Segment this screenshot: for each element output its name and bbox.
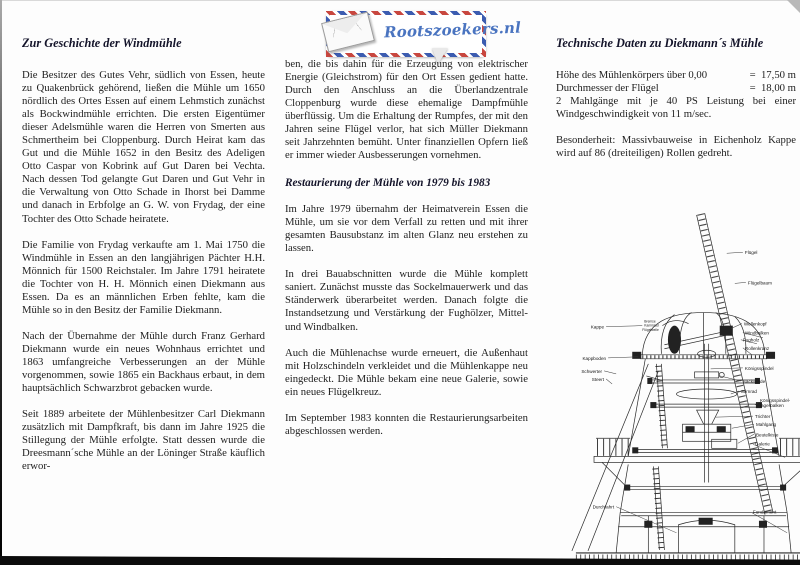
windmill-diagram	[557, 213, 800, 565]
history-heading: Zur Geschichte der Windmühle	[22, 36, 182, 50]
diagram-label: Galerie	[754, 441, 770, 447]
diagram-label: Steert	[591, 376, 605, 382]
besonderheit-paragraph: Besonderheit: Massivbauweise in Eichenholz Kappe wird auf 86 (dreiteiligen) Rollen gedreht.	[556, 134, 796, 160]
diagram-label: Kappe	[590, 324, 605, 330]
spec-value: = 17,50 m	[749, 69, 796, 81]
diagram-label: Mahlgang	[755, 422, 777, 428]
spec-row-diameter	[556, 82, 796, 95]
diagram-label: Flügelwelle	[642, 328, 659, 333]
diagram-label: Königsspindel	[744, 365, 774, 371]
diagram-label: Fundament	[752, 509, 777, 515]
spec-value: = 18,00 m	[749, 82, 796, 95]
restoration-paragraph: Auch die Mühlenachse wurde erneuert, die Außenhaut mit Holzschindeln verkleidet und die Mühlenkappe neu eingedeckt. Die Mühle bekam eine neue Galerie, sowie ein neues Flügelkreuz.	[285, 346, 528, 398]
technical-data-heading: Technische Daten zu Diekmann´s Mühle	[556, 36, 764, 50]
history-paragraph: Die Familie von Frydag verkaufte am 1. Mai 1750 die Windmühle in Essen an den langjährigen Pächter H.H. Mönnich für 1500 Reichstaler. Im Jahre 1791 heiratete die Tochter von H. H. Mönnich einen Diekmann aus Essen. Da es an männlichen Erben fehlte, kam die Mühle so in den Besitz der Familie Diekmann.	[22, 238, 265, 316]
spec-note: 2 Mahlgänge mit je 40 PS Leistung bei einer Windgeschwindigkeit von 11 m/sec.	[556, 95, 796, 121]
diagram-label: Rollenkranz	[744, 345, 770, 351]
diagram-label: Trichter	[754, 414, 771, 420]
spec-label: Durchmesser der Flügel	[556, 82, 659, 95]
rootszoekers-logo	[326, 11, 522, 57]
diagram-label: Flügel	[744, 250, 758, 256]
diagram-label: Durchfahrt	[592, 504, 615, 510]
history-column	[22, 36, 265, 486]
restoration-paragraph: Im Jahre 1979 übernahm der Heimatverein Essen die Mühle, um sie vor dem Verfall zu retten und mit ihrer gesamten Bausubstanz im alten Glanz neu erstehen zu lassen.	[285, 203, 528, 255]
scan-edge-top	[0, 0, 800, 1]
windmill-drawing	[557, 213, 800, 565]
scan-edge-left	[0, 0, 2, 565]
restoration-heading: Restaurierung der Mühle von 1979 bis 1983	[285, 177, 491, 190]
diagram-label: Kappboden	[582, 355, 607, 361]
diagram-label: Schwerter	[581, 368, 603, 374]
sail	[697, 213, 773, 515]
diagram-label: Flügelbaum	[747, 280, 772, 286]
spec-row-height	[556, 69, 796, 82]
envelope-icon	[321, 12, 375, 53]
diagram-label: Fugholz	[742, 337, 760, 343]
restoration-column	[285, 58, 528, 451]
diagram-label: Wellenkopf	[743, 321, 767, 327]
diagram-label: Stirnrad	[740, 389, 757, 395]
history-paragraph-continued: ben, die bis dahin für die Erzeugung von elektrischer Energie (Gleichstrom) für den Ort Essen gedient hatte. Durch den Anschluss an die Überlandzentrale Cloppenburg wurde diese ehemalige Dampfmühle überflüssig. Um die Erhaltung der Rumpfes, der mit den Jahren seine Flügel verlor, hat sich Müller Diekmann seit Jahrzehnten bemüht. Unter finanziellen Opfern ließ er immer wieder Ausbesserungen vornehmen.	[285, 58, 528, 162]
restoration-paragraph: In drei Bauabschnitten wurde die Mühle komplett saniert. Zunächst musste das Sockelmauerwerk und das Ständerwerk überarbeitet werden. Danach folgte die Instandsetzung und Verstärkung der Fughölzer, Mittel- und Windbalken.	[285, 268, 528, 333]
diagram-label: Sackwinde	[742, 378, 766, 384]
diagram-label: Bremse	[644, 319, 656, 324]
diagram-label: Kammrad	[644, 323, 659, 328]
diagram-label: Beutelkiste	[755, 432, 779, 438]
history-paragraph: Nach der Übernahme der Mühle durch Franz Gerhard Diekmann wurde ein neues Wohnhaus errichtet und 1863 umfangreiche Verbesserungen an der Mühle vorgenommen, sowie 1865 ein Backhaus erbaut, in dem hauptsächlich Schwarzbrot gebacken wurde.	[22, 329, 265, 395]
restoration-paragraph: Im September 1983 konnten die Restaurierungsarbeiten abgeschlossen werden.	[285, 411, 528, 437]
machinery	[653, 344, 736, 550]
history-paragraph: Die Besitzer des Gutes Vehr, südlich von Essen, heute zu Quakenbrück gehörend, ließen die Mühle um 1650 nördlich des Ortes Essen auf einem Lehmstich zunächst als Bockwindmühle errichten. Die ersten Eigentümer dieser Adelsmühle waren die Herren von Smerten aus Schmertheim bei Cloppenburg. Durch Heirat kam das Gut und die Mühle 1652 in den Besitz des Adeligen Otto Caspar von Kobrink auf Gut Daren bei Vechta. Nach dessen Tod gelangte Gut Daren und Gut Vehr in die Verwaltung von Otto Schade in Ihorst bei Damme und danach in Erbfolge an G. W. von Frydag, der eine Tochter des Otto Schade heiratete.	[22, 69, 265, 225]
spec-label: Höhe des Mühlenkörpers über 0,00	[556, 69, 708, 81]
logo-text: Rootszoekers.nl	[383, 18, 522, 42]
base	[576, 516, 800, 557]
history-paragraph: Seit 1889 arbeitete der Mühlenbesitzer Carl Diekmann zusätzlich mit Dampfkraft, bis dann im Jahre 1925 die Stillegung der Mühle erfolgte. Statt dessen wurde die Dreesmann´sche Mühle an der Löninger Straße käuflich erwor-	[22, 408, 265, 473]
scan-corner-fold	[787, 0, 800, 13]
diagram-label: Königsspindel-	[759, 398, 791, 404]
technical-data-column	[556, 36, 796, 173]
diagram-label: lagerbalken	[759, 403, 784, 409]
diagram-label: Windbalken	[744, 330, 769, 336]
